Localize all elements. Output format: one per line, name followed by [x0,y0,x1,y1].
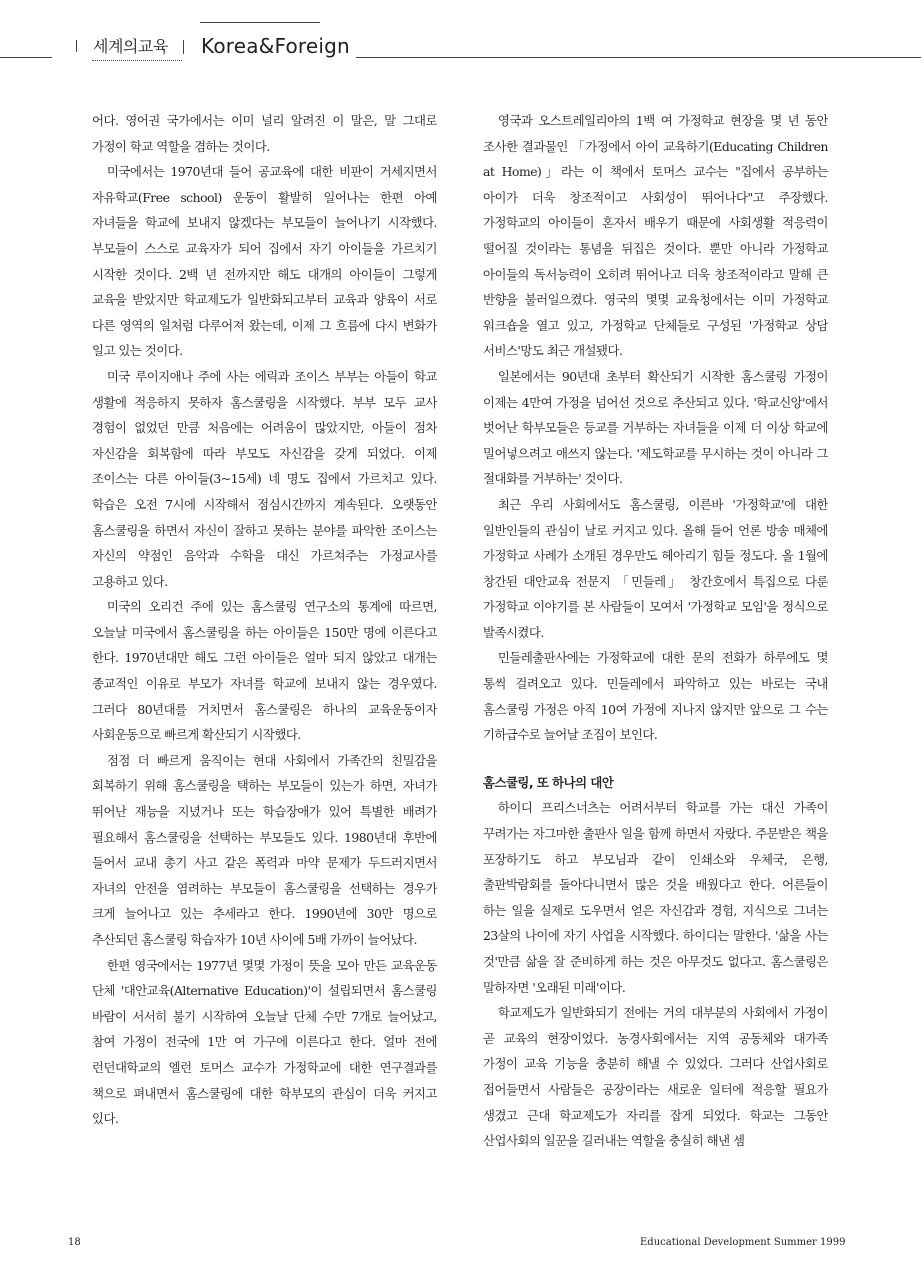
body-paragraph: 민들레출판사에는 가정학교에 대한 문의 전화가 하루에도 몇 통씩 걸려오고 있다. 민들레에서 파악하고 있는 바로는 국내 홈스쿨링 가정은 아직 10여 가정에 지나지 않지만 앞으로 그 수는 기하급수로 늘어날 조짐이 보인다. [483,650,828,743]
left-column [92,108,437,1198]
header-rule-under-title [92,60,182,61]
journal-footer: Educational Development Summer 1999 [640,1237,846,1248]
header-rule-top [200,22,320,23]
section-title-english: Korea&Foreign [201,34,350,58]
header-rule-left [0,57,52,58]
body-paragraph: 미국 루이지애나 주에 사는 에릭과 조이스 부부는 아들이 학교 생활에 적응하지 못하자 홈스쿨링을 시작했다. 부부 모두 교사 경험이 없었던 만큼 처음에는 어려움이 많았지만, 아들이 점차 자신감을 회복함에 따라 부모도 자신감을 갖게 되었다. 이제 조이스는 다른 아이들(3~15세) 네 명도 집에서 가르치고 있다. 학습은 오전 7시에 시작해서 점심시간까지 계속된다. 오랫동안 홈스쿨링을 하면서 자신이 잘하고 못하는 분야를 파악한 조이스는 자신의 약점인 음악과 수학을 대신 가르쳐주는 가정교사를 고용하고 있다. [92,368,437,589]
page-header [0,0,921,80]
section-subheading: 홈스쿨링, 또 하나의 대안 [483,774,614,790]
body-paragraph: 학교제도가 일반화되기 전에는 거의 대부분의 사회에서 가정이 곧 교육의 현장이었다. 농경사회에서는 지역 공동체와 대가족 가정이 교육 기능을 충분히 해낼 수 있었다. 그러다 산업사회로 접어들면서 사람들은 공장이라는 새로운 일터에 적응할 필요가 생겼고 근대 학교제도가 자리를 잡게 되었다. 학교는 그동안 산업사회의 일꾼을 길러내는 역할을 충실히 해낸 셈 [483,1005,828,1149]
body-paragraph: 미국에서는 1970년대 들어 공교육에 대한 비판이 거세지면서 자유학교(Free school) 운동이 활발히 일어나는 한편 아예 자녀들을 학교에 보내지 않겠다는 부모들이 늘어나기 시작했다. 부모들이 스스로 교육자가 되어 집에서 자기 아이들을 가르치기 시작한 것이다. 2백 년 전까지만 해도 대개의 아이들이 그렇게 교육을 받았지만 학교제도가 일반화되고부터 교육과 양육이 서로 다른 영역의 일처럼 다루어져 왔는데, 이제 그 흐름에 다시 변화가 일고 있는 것이다. [92,164,437,359]
body-paragraph: 최근 우리 사회에서도 홈스쿨링, 이른바 '가정학교'에 대한 일반인들의 관심이 날로 커지고 있다. 올해 들어 언론 방송 매체에 가정학교 사례가 소개된 경우만도 헤아리기 힘들 정도다. 올 1월에 창간된 대안교육 전문지 「민들레」 창간호에서 특집으로 다룬 가정학교 이야기를 본 사람들이 모여서 '가정학교 모임'을 정식으로 발족시켰다. [483,496,828,640]
page-number: 18 [68,1237,81,1248]
right-column [483,108,828,1198]
body-paragraph: 점점 더 빠르게 움직이는 현대 사회에서 가족간의 친밀감을 회복하기 위해 홈스쿨링을 택하는 부모들이 있는가 하면, 자녀가 뛰어난 재능을 지녔거나 또는 학습장애가 있어 특별한 배려가 필요해서 홈스쿨링을 선택하는 부모들도 있다. 1980년대 후반에 들어서 교내 총기 사고 같은 폭력과 마약 문제가 두드러지면서 자녀의 안전을 염려하는 부모들이 홈스쿨링을 선택하는 경우가 크게 늘어나고 있는 추세라고 한다. 1990년에 30만 명으로 추산되던 홈스쿨링 학습자가 10년 사이에 5배 가까이 늘어났다. [92,752,437,947]
body-paragraph: 어다. 영어권 국가에서는 이미 널리 알려진 이 말은, 말 그대로 가정이 학교 역할을 겸하는 것이다. [92,113,437,154]
body-paragraph: 일본에서는 90년대 초부터 확산되기 시작한 홈스쿨링 가정이 이제는 4만여 가정을 넘어선 것으로 추산되고 있다. '학교신앙'에서 벗어난 학부모들은 등교를 거부하는 자녀들을 이제 더 이상 학교에 밀어넣으려고 애쓰지 않는다. '제도학교를 무시하는 것이 아니라 그 절대화를 거부하는' 것이다. [483,368,828,487]
header-tick-mid [183,40,184,54]
body-paragraph: 하이디 프리스너츠는 어려서부터 학교를 가는 대신 가족이 꾸려가는 자그마한 출판사 일을 함께 하면서 자랐다. 주문받은 책을 포장하기도 하고 부모님과 같이 인쇄소와 우체국, 은행, 출판박람회를 돌아다니면서 많은 것을 배웠다고 한다. 어른들이 하는 일을 실제로 도우면서 얻은 자신감과 경험, 지식으로 그녀는 23살의 나이에 자기 사업을 시작했다. 하이디는 말한다. '삶을 사는 것'만큼 삶을 잘 준비하게 하는 것은 아무것도 없다고. 홈스쿨링은 말하자면 '오래된 미래'이다. [483,800,828,995]
header-tick-left [76,40,77,52]
body-paragraph: 한편 영국에서는 1977년 몇몇 가정이 뜻을 모아 만든 교육운동 단체 '대안교육(Alternative Education)'이 설립되면서 홈스쿨링 바람이 서서히 불기 시작하여 오늘날 단체 수만 7개로 늘어났고, 참여 가정이 전국에 1만 여 가구에 이른다고 한다. 얼마 전에 런던대학교의 엘런 토머스 교수가 가정학교에 대한 연구결과를 책으로 펴내면서 홈스쿨링에 대한 학부모의 관심이 더욱 커지고 있다. [92,957,437,1127]
body-paragraph: 미국의 오리건 주에 있는 홈스쿨링 연구소의 통계에 따르면, 오늘날 미국에서 홈스쿨링을 하는 아이들은 150만 명에 이른다고 한다. 1970년대만 해도 그런 아이들은 얼마 되지 않았고 대개는 종교적인 이유로 부모가 자녀를 학교에 보내지 않는 경우였다. 그러다 80년대를 거치면서 홈스쿨링은 하나의 교육운동이자 사회운동으로 빠르게 확산되기 시작했다. [92,599,437,743]
section-title-korean: 세계의교육 [93,37,168,56]
body-paragraph: 영국과 오스트레일리아의 1백 여 가정학교 현장을 몇 년 동안 조사한 결과물인 「가정에서 아이 교육하기(Educating Children at Home)」라는 이 책에서 토머스 교수는 "집에서 공부하는 아이가 더욱 창조적이고 사회성이 뛰어나다"고 주장했다. 가정학교의 아이들이 혼자서 배우기 때문에 사회생활 적응력이 떨어질 것이라는 통념을 뒤집은 것이다. 뿐만 아니라 가정학교 아이들의 독서능력이 오히려 뛰어나고 더욱 창조적이라고 말해 큰 반향을 불러일으켰다. 영국의 몇몇 교육청에서는 이미 가정학교 워크숍을 열고 있고, 가정학교 단체들로 구성된 '가정학교 상담 서비스'망도 최근 개설됐다. [483,113,828,359]
header-rule-right [356,57,921,58]
